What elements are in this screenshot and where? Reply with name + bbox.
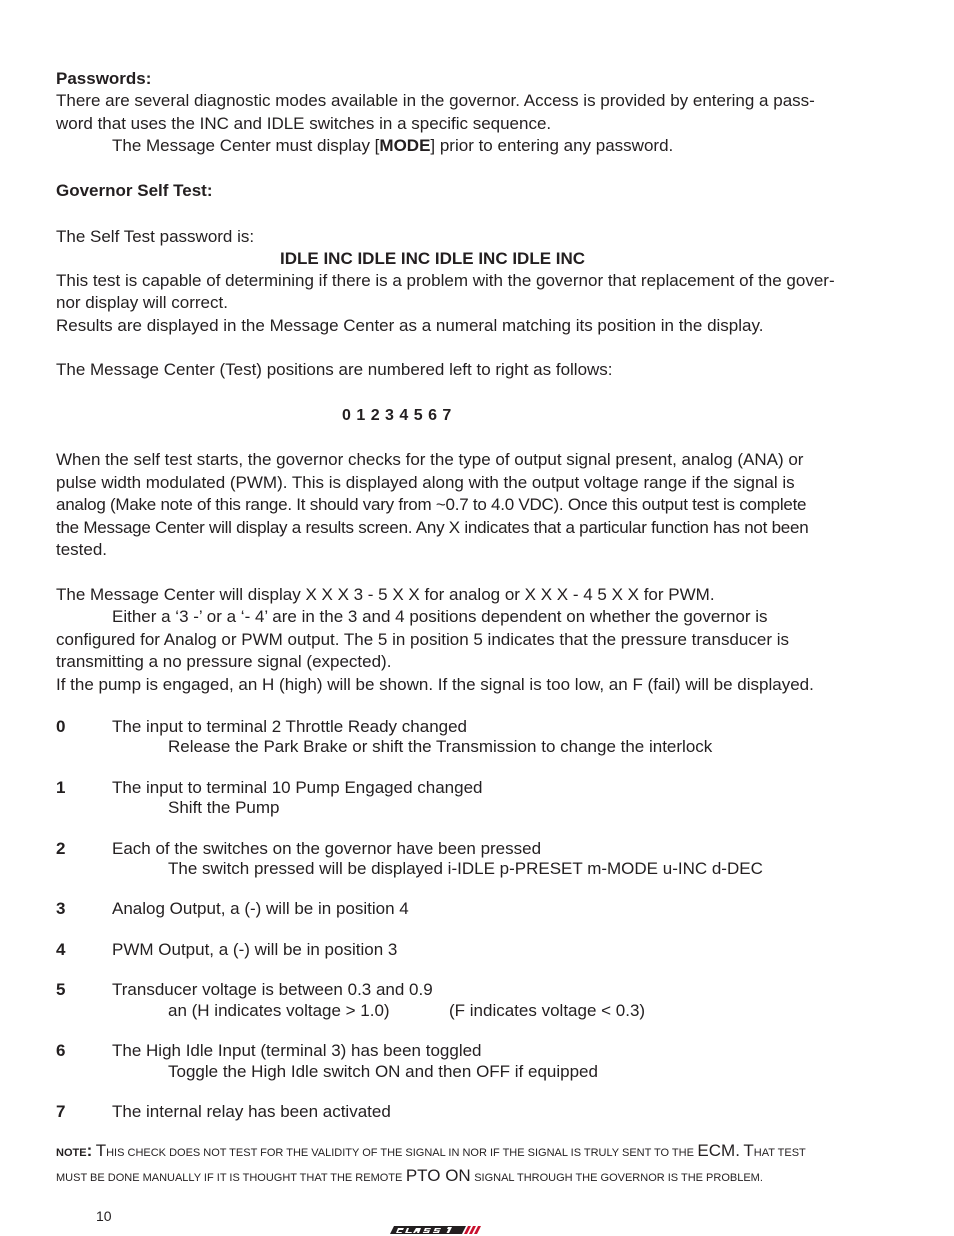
brand-logo (388, 1224, 488, 1236)
item-number: 5 (56, 980, 66, 999)
description-line-4: the Message Center will display a results screen. Any X indicates that a particular function has not been (56, 518, 809, 537)
item-subtext: Shift the Pump (168, 798, 280, 817)
note-line-2: MUST BE DONE MANUALLY IF IT IS THOUGHT THAT THE REMOTE PTO ON SIGNAL THROUGH THE GOVERNOR IS THE PROBLEM. (56, 1165, 763, 1185)
note-paragraph (56, 1140, 870, 1189)
self-test-heading: Governor Self Test: (56, 181, 213, 200)
description-line-5: tested. (56, 540, 108, 559)
display-line: The Message Center will display X X X 3 - 5 X X for analog or X X X - 4 5 X X for PWM. (56, 585, 715, 604)
item-number: 7 (56, 1102, 66, 1121)
item-number: 2 (56, 839, 66, 858)
item-text: The input to terminal 2 Throttle Ready changed (112, 717, 468, 736)
note-line-1: NOTE: THIS CHECK DOES NOT TEST FOR THE VALIDITY OF THE SIGNAL IN NOR IF THE SIGNAL IS TRULY SENT TO THE ECM. THAT TEST (56, 1141, 806, 1160)
item-text: PWM Output, a (-) will be in position 3 (112, 940, 398, 959)
passwords-line-1: There are several diagnostic modes available in the governor. Access is provided by entering a pass- (56, 91, 815, 110)
passwords-line-2: word that uses the INC and IDLE switches in a specific sequence. (56, 114, 552, 133)
either-line-1: Either a ‘3 -’ or a ‘- 4’ are in the 3 and 4 positions dependent on whether the governor is (112, 607, 768, 626)
item-text: The input to terminal 10 Pump Engaged changed (112, 778, 483, 797)
passwords-heading: Passwords: (56, 69, 152, 88)
item-subtext: Release the Park Brake or shift the Transmission to change the interlock (168, 737, 713, 756)
note-label: NOTE (56, 1147, 87, 1159)
capability-line-1: This test is capable of determining if there is a problem with the governor that replacement of the gover- (56, 271, 835, 290)
item-subtext-2: (F indicates voltage < 0.3) (449, 1001, 646, 1020)
positions-intro: The Message Center (Test) positions are numbered left to right as follows: (56, 360, 613, 379)
item-number: 0 (56, 717, 66, 736)
item-text: The High Idle Input (terminal 3) has been toggled (112, 1041, 482, 1060)
item-subtext: The switch pressed will be displayed i-IDLE p-PRESET m-MODE u-INC d-DEC (168, 859, 763, 878)
capability-line-2: nor display will correct. (56, 293, 228, 312)
item-number: 3 (56, 899, 66, 918)
description-line-1: When the self test starts, the governor checks for the type of output signal present, analog (ANA) or (56, 450, 804, 469)
mode-word: MODE (379, 136, 431, 155)
item-subtext: an (H indicates voltage > 1.0) (168, 1001, 390, 1020)
either-line-3: transmitting a no pressure signal (expected). (56, 652, 392, 671)
mode-line: The Message Center must display [MODE] prior to entering any password. (112, 136, 674, 155)
item-number: 4 (56, 940, 66, 959)
description-line-2: pulse width modulated (PWM). This is displayed along with the output voltage range if the signal is (56, 473, 795, 492)
item-text: Transducer voltage is between 0.3 and 0.9 (112, 980, 433, 999)
either-line-2: configured for Analog or PWM output. The 5 in position 5 indicates that the pressure transducer is (56, 630, 789, 649)
item-text: Each of the switches on the governor have been pressed (112, 839, 542, 858)
item-subtext: Toggle the High Idle switch ON and then OFF if equipped (168, 1062, 598, 1081)
self-test-password-sequence: IDLE INC IDLE INC IDLE INC IDLE INC (280, 249, 586, 268)
positions-sequence: 0 1 2 3 4 5 6 7 (342, 407, 452, 424)
item-number: 6 (56, 1041, 66, 1060)
page-number: 10 (96, 1208, 112, 1224)
description-line-3: analog (Make note of this range. It should vary from ~0.7 to 4.0 VDC). Once this output test is complete (56, 495, 807, 514)
pump-line: If the pump is engaged, an H (high) will be shown. If the signal is too low, an F (fail) will be displayed. (56, 675, 814, 694)
item-text: The internal relay has been activated (112, 1102, 391, 1121)
self-test-password-intro: The Self Test password is: (56, 227, 255, 246)
item-text: Analog Output, a (-) will be in position 4 (112, 899, 409, 918)
results-line: Results are displayed in the Message Center as a numeral matching its position in the display. (56, 316, 764, 335)
item-number: 1 (56, 778, 66, 797)
